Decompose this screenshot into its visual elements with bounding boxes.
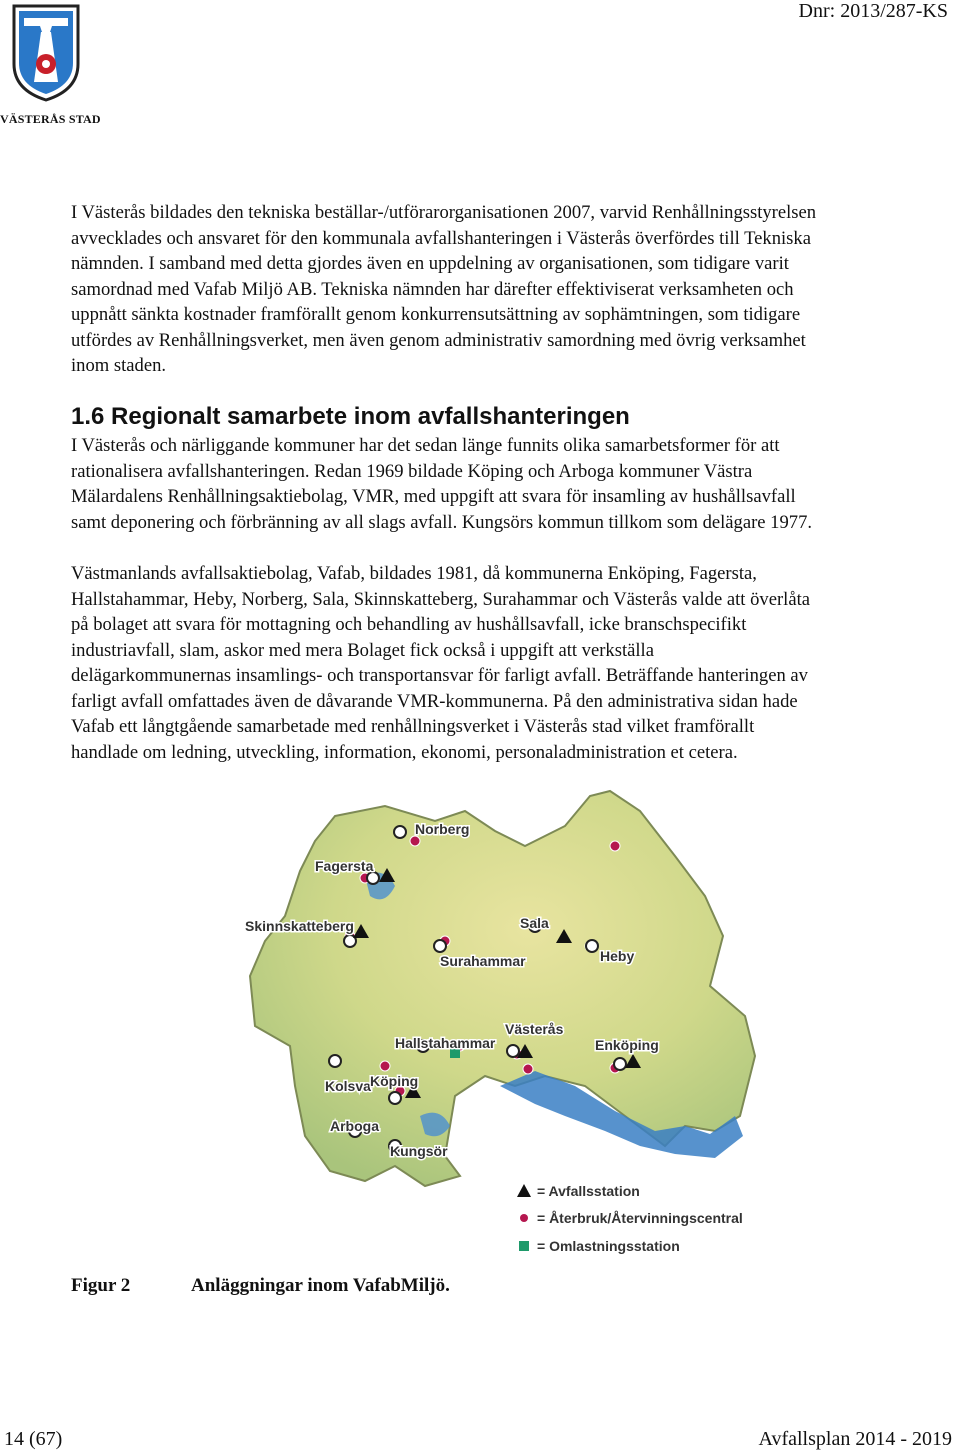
text-line: industriavfall, slam, askor med mera Bolaget fick också i uppgift att verkställa bbox=[71, 639, 654, 661]
figure-caption: Anläggningar inom VafabMiljö. bbox=[191, 1275, 450, 1296]
legend-recycling: = Återbruk/Återvinningscentral bbox=[537, 1210, 743, 1226]
vasteras-coat-of-arms-logo bbox=[10, 2, 82, 102]
recycling-center-marker bbox=[610, 841, 620, 851]
text-line: I Västerås bildades den tekniska beställar-/utförarorganisationen 2007, varvid Renhållningsstyrelsen bbox=[71, 202, 817, 223]
legend-recycling-icon bbox=[520, 1214, 528, 1222]
town-marker bbox=[389, 1092, 401, 1104]
map-label-kolsva: Kolsva bbox=[325, 1078, 371, 1094]
map-label-arboga: Arboga bbox=[330, 1118, 379, 1134]
recycling-center-marker bbox=[523, 1064, 533, 1074]
document-number: Dnr: 2013/287-KS bbox=[798, 0, 948, 22]
paragraph-1 bbox=[71, 200, 960, 379]
town-marker bbox=[614, 1058, 626, 1070]
map-label-kungsor: Kungsör bbox=[390, 1143, 448, 1159]
map-label-sala: Sala bbox=[520, 915, 549, 931]
town-marker bbox=[434, 940, 446, 952]
map-label-hallstahammar: Hallstahammar bbox=[395, 1035, 496, 1051]
paragraph-2 bbox=[71, 433, 960, 535]
text-line: Vafab ett långtgående samarbetade med renhållningsverket i Västerås stad vilket framförallt bbox=[71, 716, 755, 737]
logo-wordmark: VÄSTERÅS STAD bbox=[0, 112, 101, 126]
text-line: utfördes av Renhållningsverket, men även genom administrativ samordning med övrig verksamhet bbox=[71, 329, 806, 351]
town-marker bbox=[507, 1045, 519, 1057]
section-heading: 1.6 Regionalt samarbete inom avfallshanteringen bbox=[71, 403, 630, 430]
text-line: I Västerås och närliggande kommuner har det sedan länge funnits olika samarbetsformer för att bbox=[71, 435, 780, 456]
legend-avfallsstation: = Avfallsstation bbox=[537, 1183, 640, 1199]
text-line: avvecklades och ansvaret för den kommunala avfallshanteringen i Västerås överfördes till Tekniska bbox=[71, 227, 811, 249]
page-number: 14 (67) bbox=[4, 1428, 63, 1450]
text-line: samt deponering och förbränning av all slags avfall. Kungsörs kommun tillkom som delägare 1977. bbox=[71, 511, 813, 533]
text-line: farligt avfall omfattades även de dåvarande VMR-kommunerna. På den administrativa sidan hade bbox=[71, 690, 798, 712]
text-line: Hallstahammar, Heby, Norberg, Sala, Skinnskatteberg, Surahammar och Västerås valde att överlåta bbox=[71, 588, 810, 610]
map-label-norberg: Norberg bbox=[415, 821, 470, 837]
map-label-fagersta: Fagersta bbox=[315, 858, 374, 874]
text-line: nämnden. I samband med detta gjordes även en uppdelning av organisationen, som tidigare varit bbox=[71, 253, 789, 274]
town-marker bbox=[586, 940, 598, 952]
recycling-center-marker bbox=[410, 836, 420, 846]
text-line: uppnått sänkta kostnader framförallt genom konkurrensutsättning av sophämtningen, som tidigare bbox=[71, 304, 801, 325]
recycling-center-marker bbox=[380, 1061, 390, 1071]
map-label-koping: Köping bbox=[370, 1073, 419, 1089]
document-title: Avfallsplan 2014 - 2019 bbox=[758, 1428, 952, 1450]
text-line: rationalisera avfallshanteringen. Redan 1969 bildade Köping och Arboga kommuner Västra bbox=[71, 460, 753, 482]
map-label-skinnskatteberg: Skinnskatteberg bbox=[245, 918, 354, 934]
text-line: delägarkommunernas insamlings- och transportansvar för farligt avfall. Beträffande hanteringen av bbox=[71, 665, 808, 686]
paragraph-3 bbox=[71, 561, 960, 765]
figure-number: Figur 2 bbox=[71, 1275, 131, 1296]
text-line: samordnad med Vafab Miljö AB. Tekniska nämnden har därefter effektiviserat verksamheten och bbox=[71, 278, 794, 300]
legend-transfer-icon bbox=[519, 1241, 529, 1251]
text-line: Västmanlands avfallsaktiebolag, Vafab, bildades 1981, då kommunerna Enköping, Fagersta, bbox=[71, 563, 757, 584]
town-marker bbox=[329, 1055, 341, 1067]
text-line: handlade om ledning, utveckling, information, ekonomi, personaladministration et cetera. bbox=[71, 741, 738, 763]
facilities-map bbox=[245, 786, 800, 1266]
map-label-surahammar: Surahammar bbox=[440, 953, 526, 969]
town-marker bbox=[394, 826, 406, 838]
map-label-heby: Heby bbox=[600, 948, 635, 964]
text-line: på bolaget att svara för mottagning och behandling av hushållsavfall, icke branschspecifikt bbox=[71, 614, 747, 635]
region-outline bbox=[250, 791, 755, 1186]
legend-transfer: = Omlastningsstation bbox=[537, 1238, 680, 1254]
map-label-vasteras: Västerås bbox=[505, 1021, 564, 1037]
map-label-enkoping: Enköping bbox=[595, 1037, 659, 1053]
legend-avfallsstation-icon bbox=[517, 1184, 531, 1197]
text-line: Mälardalens Renhållningsaktiebolag, VMR, med uppgift att svara för insamling av hushållsavfall bbox=[71, 486, 796, 507]
text-line: inom staden. bbox=[71, 355, 167, 376]
